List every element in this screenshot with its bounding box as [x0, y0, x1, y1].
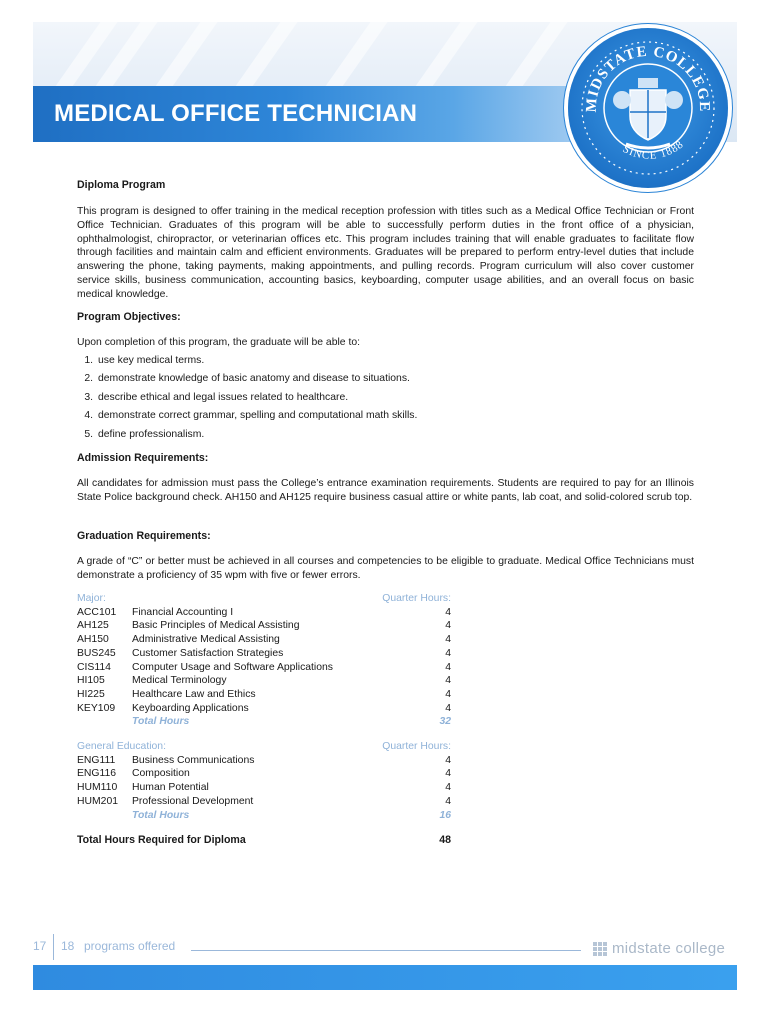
objectives-intro: Upon completion of this program, the graduate will be able to: — [77, 337, 361, 348]
page-title: MEDICAL OFFICE TECHNICIAN — [54, 100, 418, 127]
footer-brand — [593, 940, 725, 957]
page-number-left: 17 — [33, 939, 47, 953]
table-total-row — [77, 809, 451, 823]
list-item: 4. demonstrate correct grammar, spelling and computational math skills. — [84, 410, 418, 422]
admission-text: All candidates for admission must pass the College’s entrance examination requirements. Students are required to pay for an Illinois State Police background check. AH150 and AH125 require business casual attire or white pants, lab coat, and solid-colored scrub top. — [77, 478, 694, 503]
table-row: HUM110 Human Potential 4 — [77, 782, 451, 794]
table-row: AH150 Administrative Medical Assisting 4 — [77, 634, 451, 646]
major-courses-table — [77, 592, 451, 729]
brand-grid-icon — [593, 942, 607, 956]
major-total-value: 32 — [439, 716, 451, 728]
table-row: CIS114 Computer Usage and Software Applications 4 — [77, 661, 451, 673]
objectives-heading: Program Objectives: — [77, 311, 181, 323]
gen-ed-label: General Education: — [77, 741, 166, 752]
table-row: HI225 Healthcare Law and Ethics 4 — [77, 688, 451, 700]
table-row: KEY109 Keyboarding Applications 4 — [77, 702, 451, 714]
title-bar — [33, 86, 593, 142]
table-total-row — [77, 715, 451, 729]
diploma-total-label: Total Hours Required for Diploma — [77, 834, 246, 846]
footer-band — [33, 965, 737, 990]
gen-ed-hours-label: Quarter Hours: — [382, 741, 451, 752]
table-header — [77, 740, 451, 754]
table-row: HI105 Medical Terminology 4 — [77, 675, 451, 687]
table-row: ENG111 Business Communications 4 — [77, 754, 451, 766]
objectives-list — [77, 354, 417, 446]
list-item: 3. describe ethical and legal issues related to healthcare. — [84, 391, 349, 403]
table-row: AH125 Basic Principles of Medical Assisting 4 — [77, 620, 451, 632]
footer-rule — [191, 950, 581, 951]
gen-ed-total-label: Total Hours — [132, 809, 190, 821]
page-number-right: 18 — [61, 939, 75, 953]
seal-since-text: SINCE 1888 — [620, 138, 687, 162]
table-row: BUS245 Customer Satisfaction Strategies 4 — [77, 647, 451, 659]
page-divider — [53, 934, 54, 960]
brand-name: midstate college — [612, 940, 726, 957]
college-seal — [568, 28, 728, 188]
table-row: ENG116 Composition 4 — [77, 768, 451, 780]
program-type-heading: Diploma Program — [77, 179, 166, 191]
gen-ed-total-value: 16 — [439, 809, 451, 821]
graduation-heading: Graduation Requirements: — [77, 530, 211, 542]
gen-ed-courses-table — [77, 740, 451, 822]
major-hours-label: Quarter Hours: — [382, 593, 451, 604]
admission-heading: Admission Requirements: — [77, 452, 209, 464]
table-row: HUM201 Professional Development 4 — [77, 795, 451, 807]
list-item: 2. demonstrate knowledge of basic anatomy and disease to situations. — [84, 373, 410, 385]
seal-emblem-icon — [568, 28, 728, 188]
table-header — [77, 592, 451, 606]
major-label: Major: — [77, 593, 106, 604]
list-item: 5. define professionalism. — [84, 428, 205, 440]
graduation-text: A grade of “C” or better must be achieved in all courses and competencies to be eligible to graduate. Medical Office Technicians must demonstrate a proficiency of 35 wpm with five or fewer errors. — [77, 556, 694, 581]
list-item: 1. use key medical terms. — [84, 355, 205, 366]
seal-ring-text: MIDSTATE COLLEGE — [583, 43, 713, 113]
diploma-total-value: 48 — [439, 834, 451, 846]
major-total-label: Total Hours — [132, 716, 190, 728]
table-row: ACC101 Financial Accounting I 4 — [77, 606, 451, 618]
section-label: programs offered — [84, 939, 176, 953]
program-description: This program is designed to offer training in the medical reception profession with titles such as a Medical Office Technician or Front Office Technician. Graduates of this program will be able to successfully perform duties in the front office of a physician, ophthalmologist, chiropractor, or veterinarian offices etc. This program includes training that will enable graduates to facilitate flow through facilities and maintain calm and efficient environments. Graduates will be prepared to perform entry-level duties that include answering the phone, taking payments, making appointments, and pulling records. Program curriculum will also cover customer service skills, business communication, accounting basics, keyboarding, computer usage abilities, and an overall focus on basic medical knowledge. — [77, 206, 694, 300]
